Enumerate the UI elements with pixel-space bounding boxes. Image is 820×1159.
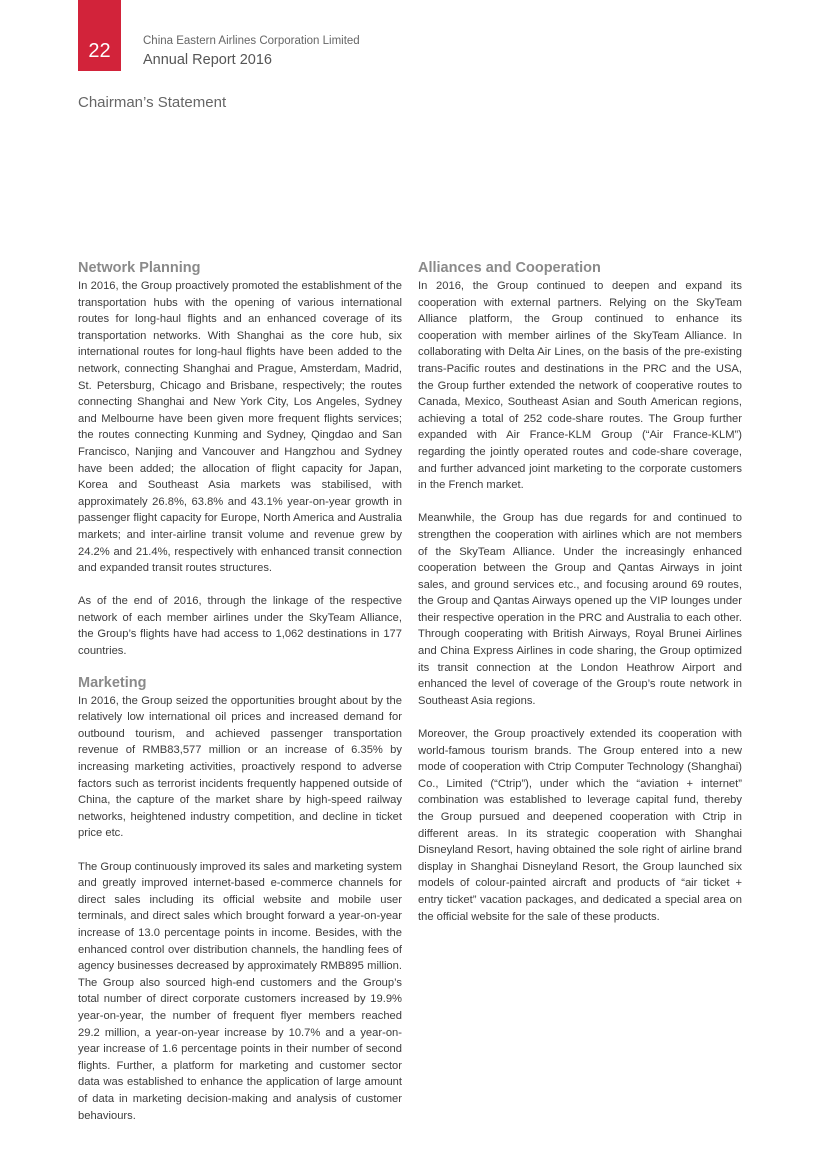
page-number-box	[78, 0, 121, 71]
section-title: Chairman’s Statement	[78, 94, 227, 111]
paragraph: Moreover, the Group proactively extended its cooperation with world-famous tourism brands. The Group entered into a new mode of cooperation with Ctrip Computer Technology (Shanghai) Co., Limited (“Ctrip”), under which the “aviation + internet” combination was established to leverage capital fund, thereby the Group pursued and deepened cooperation with Ctrip in different areas. In its strategic cooperation with Shanghai Disneyland Resort, having obtained the sole right of airline brand display in Shanghai Disneyland Resort, the Group launched six models of colour-painted aircraft and products of “air ticket + entry ticket” vacation packages, and dedicated a special area on the official website for the sale of these products.	[418, 728, 742, 923]
paragraph: As of the end of 2016, through the linkage of the respective network of each member airlines under the SkyTeam Alliance, the Group’s flights have had access to 1,062 destinations in 177 countries.	[78, 595, 402, 658]
heading-network-planning: Network Planning	[78, 260, 201, 276]
paragraph: In 2016, the Group continued to deepen and expand its cooperation with external partners. Relying on the SkyTeam Alliance platform, the Group continued to enhance its cooperation with member airlines of the SkyTeam Alliance. In collaborating with Delta Air Lines, on the basis of the pre-existing trans-Pacific routes and destinations in the PRC and the USA, the Group further extended the network of cooperative routes to Canada, Mexico, Southeast Asian and South American regions, achieving a total of 252 code-share routes. The Group further expanded with Air France-KLM Group (“Air France-KLM”) regarding the jointly operated routes and code-share coverage, and further advanced joint marketing to the corporate customers in the French market.	[418, 280, 742, 492]
company-name: China Eastern Airlines Corporation Limited	[143, 35, 360, 47]
left-column	[78, 259, 402, 1141]
paragraph: In 2016, the Group seized the opportunities brought about by the relatively low international oil prices and increased demand for outbound tourism, and achieved passenger transportation revenue of RMB83,577 million or an increase of 6.35% by increasing marketing activities, proactively respond to adverse factors such as terrorist incidents frequently happened outside of China, the capture of the market share by high-speed railway networks, heightened industry competition, and decline in ticket price etc.	[78, 694, 402, 840]
paragraph: In 2016, the Group proactively promoted the establishment of the transportation hubs with the opening of various international routes for long-haul flights and an enhanced coverage of its transportation networks. With Shanghai as the core hub, six international routes for long-haul flights have been added to the network, connecting Shanghai and Prague, Amsterdam, Madrid, St. Petersburg, Chicago and Brisbane, respectively; the routes connecting Shanghai and New York City, Los Angeles, Sydney and Melbourne have been given more frequent flights services; the routes connecting Kunming and Sydney, Qingdao and San Francisco, Nanjing and Vancouver and Hangzhou and Sydney have been added; the allocation of flight capacity for Japan, Korea and Southeast Asia markets was stabilised, with approximately 26.8%, 63.8% and 43.1% year-on-year growth in passenger flight capacity for Europe, North America and Australia markets; and inter-airline transit volume and revenue grew by 24.2% and 21.4%, respectively with enhanced transit connection and expanded transit routes structures.	[78, 280, 402, 575]
paragraph: The Group continuously improved its sales and marketing system and greatly improved internet-based e-commerce channels for direct sales including its official website and mobile user terminals, and direct sales which brought forward a year-on-year increase of 13.0 percentage points in income. Besides, with the enhanced control over distribution channels, the handling fees of agency businesses decreased by approximately RMB895 million. The Group also sourced high-end customers and the Group’s total number of direct corporate customers increased by 19.9% year-on-year, the number of frequent flyer members reached 29.2 million, a year-on-year increase by 10.7% and a year-on-year increase of 1.6 percentage points in their number of second flights. Further, a platform for marketing and customer sector data was established to enhance the application of large amount of data in marketing decision-making and analysis of customer behaviours.	[78, 860, 402, 1122]
heading-alliances: Alliances and Cooperation	[418, 260, 601, 276]
page-number: 22	[88, 40, 111, 62]
report-title: Annual Report 2016	[143, 52, 272, 68]
right-column	[418, 259, 742, 942]
paragraph: Meanwhile, the Group has due regards for and continued to strengthen the cooperation with airlines which are not members of the SkyTeam Alliance. Under the increasingly enhanced cooperation between the Group and Qantas Airways in joint sales, and ground services etc., and focusing around 69 routes, the Group and Qantas Airways opened up the VIP lounges under their respective operation in the PRC and Australia to each other. Through cooperating with British Airways, Royal Brunei Airlines and China Express Airlines in code sharing, the Group optimized its transit connection at the London Heathrow Airport and enhanced the level of coverage of the Group’s route network in Southeast Asia regions.	[418, 512, 742, 707]
heading-marketing: Marketing	[78, 674, 147, 691]
